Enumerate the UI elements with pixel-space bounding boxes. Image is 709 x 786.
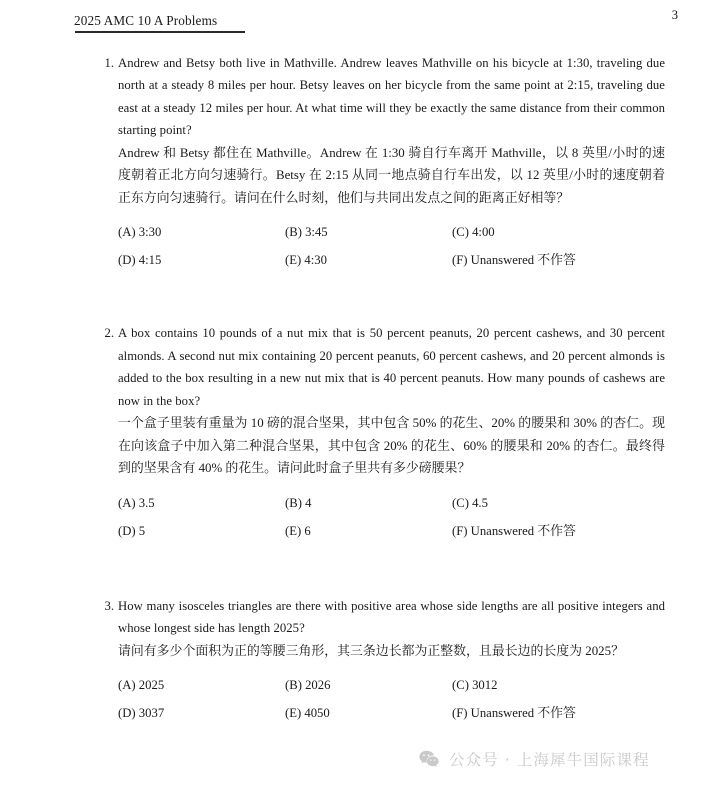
choice-label: (D) 3037 <box>118 706 165 721</box>
choice-label: (C) 3012 <box>452 678 498 693</box>
problem-3-choice-c[interactable] <box>452 675 497 695</box>
problem-3-choices <box>0 675 709 731</box>
problem-2-choice-row-1 <box>118 493 709 521</box>
page-title: 2025 AMC 10 A Problems <box>74 13 218 28</box>
problem-3-choice-row-1 <box>118 675 709 703</box>
header-title-wrap <box>74 13 217 29</box>
problem-3-choice-e[interactable] <box>285 703 330 723</box>
problem-2-choice-f[interactable] <box>452 521 576 541</box>
problem-3-choice-f[interactable] <box>452 703 576 723</box>
problem-2-choice-e[interactable] <box>285 521 311 541</box>
problem-3-english-text: How many isosceles triangles are there with positive area whose side lengths are all positive integers and whose longest side has length 2025? <box>118 598 665 636</box>
choice-label: (E) 6 <box>285 523 311 538</box>
problem-2-choice-a[interactable] <box>118 493 155 513</box>
problem-spacer-1 <box>0 278 709 322</box>
problem-1-choice-e[interactable] <box>285 250 327 270</box>
problem-2-head <box>0 322 709 479</box>
problem-1-choice-b[interactable] <box>285 222 328 242</box>
choice-label: (B) 2026 <box>285 678 331 693</box>
problem-2-choice-c[interactable] <box>452 493 488 513</box>
problem-2-choice-b[interactable] <box>285 493 311 513</box>
wechat-icon <box>418 748 440 770</box>
problem-3-choice-b[interactable] <box>285 675 330 695</box>
problem-1-choice-row-1 <box>118 222 709 250</box>
problem-2-choices <box>0 493 709 549</box>
choice-label: (F) Unanswered <box>452 706 535 721</box>
choice-label: (D) 4:15 <box>118 253 162 268</box>
choice-label-zh: 不作答 <box>537 523 576 538</box>
problem-1-choice-row-2 <box>118 250 709 278</box>
problem-1-number: 1. <box>104 56 114 70</box>
choice-label: (F) Unanswered <box>452 523 535 538</box>
problem-3-chinese-text: 请问有多少个面积为正的等腰三角形，其三条边长都为正整数，且最长边的长度为 2025？ <box>118 643 624 658</box>
problem-2-choice-d[interactable] <box>118 521 145 541</box>
choice-label: (B) 3:45 <box>285 225 328 240</box>
choice-label: (B) 4 <box>285 495 312 510</box>
choice-label: (A) 3:30 <box>118 225 162 240</box>
problem-2-choice-row-2 <box>118 521 709 549</box>
problem-1-choice-d[interactable] <box>118 250 161 270</box>
problem-1-chinese-text: Andrew 和 Betsy 都住在 Mathville。Andrew 在 1:30 骑自行车离开 Mathville，以 8 英里/小时的速度朝着正北方向匀速骑行。Betsy 在 2:15 从同一地点骑自行车出发，以 12 英里/小时的速度朝着正东方向匀速骑行。请问在什么时刻，他们与共同出发点之间的距离正好相等？ <box>118 145 665 205</box>
choice-label: (C) 4.5 <box>452 495 488 510</box>
problem-2-chinese-text: 一个盒子里装有重量为 10 磅的混合坚果，其中包含 50% 的花生、20% 的腰果和 30% 的杏仁。现在向该盒子中加入第二种混合坚果，其中包含 20% 的花生、60% 的腰果和 20% 的杏仁。最终得到的坚果含有 40% 的花生。请问此时盒子里共有多少磅腰果？ <box>118 416 665 476</box>
problem-3-head <box>0 595 709 662</box>
choice-label: (A) 2025 <box>118 678 165 693</box>
problem-1-choice-f[interactable] <box>452 250 576 270</box>
problem-1 <box>0 52 709 278</box>
problem-1-head <box>0 52 709 209</box>
problem-2-number: 2. <box>104 326 114 341</box>
watermark-text: 公众号 · 上海犀牛国际课程 <box>449 751 650 769</box>
choice-label: (D) 5 <box>118 523 146 538</box>
page-number: 3 <box>671 8 678 22</box>
page-header <box>0 0 709 44</box>
problem-1-choice-c[interactable] <box>452 222 495 242</box>
header-divider <box>75 31 245 33</box>
problem-2 <box>0 322 709 548</box>
problem-3-choice-a[interactable] <box>118 675 164 695</box>
choice-label: (F) Unanswered <box>452 253 535 268</box>
choice-label-zh: 不作答 <box>537 706 576 721</box>
problem-1-choices <box>0 222 709 278</box>
problem-3-choice-d[interactable] <box>118 703 164 723</box>
choice-label-zh: 不作答 <box>537 253 576 268</box>
choice-label: (E) 4050 <box>285 706 330 721</box>
problem-3-number: 3. <box>104 598 114 613</box>
problem-3-choice-row-2 <box>118 703 709 731</box>
problem-spacer-2 <box>0 549 709 595</box>
problems-container <box>0 52 709 731</box>
problem-2-english-text: A box contains 10 pounds of a nut mix that is 50 percent peanuts, 20 percent cashews, and 30 percent almonds. A second nut mix containing 20 percent peanuts, 60 percent cashews, and 20 percent almonds is added to the box resulting in a new nut mix that is 40 percent peanuts. How many pounds of cashews are now in the box? <box>118 326 665 408</box>
problem-3 <box>0 595 709 731</box>
problem-1-choice-a[interactable] <box>118 222 161 242</box>
choice-label: (E) 4:30 <box>285 253 327 268</box>
problem-1-english-text: Andrew and Betsy both live in Mathville. Andrew leaves Mathville on his bicycle at 1:30, traveling due north at a steady 8 miles per hour. Betsy leaves on her bicycle from the same point at 2:15, traveling due east at a steady 12 miles per hour. At what time will they be exactly the same distance from their common starting point? <box>118 56 665 138</box>
choice-label: (C) 4:00 <box>452 225 495 240</box>
choice-label: (A) 3.5 <box>118 495 155 510</box>
watermark <box>418 748 650 770</box>
